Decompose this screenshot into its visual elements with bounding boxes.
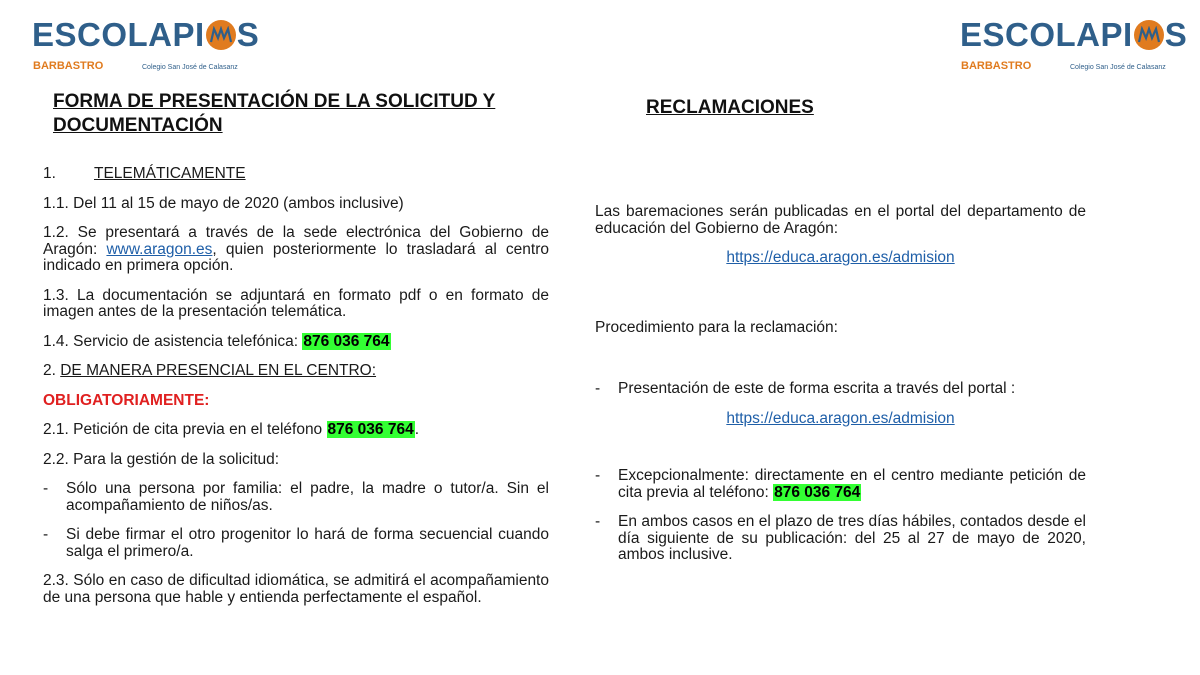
paragraph-1-3: 1.3. La documentación se adjuntará en formato pdf o en formato de imagen antes de la presentación telemática. [43, 286, 549, 320]
bullet-text: Si debe firmar el otro progenitor lo hará de forma secuencial cuando salga el primero/a. [66, 526, 549, 560]
admision-link-row [595, 250, 1086, 267]
phone-highlight: 876 036 764 [327, 421, 414, 438]
logo-word-before: ESCOLAPI [32, 16, 205, 53]
left-heading-line1: FORMA DE PRESENTACIÓN DE LA SOLICITUD Y [53, 91, 496, 112]
logo-word-after: S [236, 16, 260, 53]
phone-highlight: 876 036 764 [303, 332, 390, 350]
bullet-dash: - [595, 380, 601, 397]
school-logo-right [958, 14, 1188, 76]
paragraph-1-4 [43, 334, 549, 351]
paragraph-2-1-end: . [414, 421, 420, 438]
bullet-text: En ambos casos en el plazo de tres días hábiles, contados desde el día siguiente de su publicación: del 25 al 27 de mayo de 2020, ambos inclusive. [618, 513, 1086, 563]
section-2-title [43, 363, 549, 380]
list-item [595, 514, 1086, 564]
paragraph-2-1-text: 2.1. Petición de cita previa en el teléfono [43, 421, 327, 438]
left-column [43, 166, 549, 619]
phone-highlight: 876 036 764 [774, 483, 861, 501]
spacer [595, 280, 1086, 320]
logo-word-before: ESCOLAPI [960, 16, 1133, 53]
right-heading: RECLAMACIONES [646, 97, 814, 118]
admision-link[interactable]: https://educa.aragon.es/admision [726, 409, 955, 427]
paragraph-1-2-text-end: , quien posteriormente lo trasladará al centro indicado en primera opción. [43, 240, 549, 274]
paragraph-1-2-text: 1.2. Se presentará a través de la sede electrónica del Gobierno de Aragón: [43, 224, 549, 258]
paragraph-2-3: 2.3. Sólo en caso de dificultad idiomática, se admitirá el acompañamiento de una persona que hable y entienda perfectamente el español. [43, 572, 549, 606]
spacer [595, 440, 1086, 468]
section-1-number: 1. [43, 165, 56, 182]
bullet-text-part: Excepcionalmente: directamente en el centro mediante petición de cita previa al teléfono: [618, 467, 1086, 501]
section-1-label: TELEMÁTICAMENTE [94, 165, 246, 182]
paragraph-1-1: 1.1. Del 11 al 15 de mayo de 2020 (ambos inclusive) [43, 194, 404, 212]
logo-school: Colegio San José de Calasanz [142, 64, 238, 71]
left-heading-line2: DOCUMENTACIÓN [53, 115, 223, 136]
section-2-number: 2. [43, 362, 61, 379]
logo-city: BARBASTRO [961, 60, 1032, 72]
paragraph-1-2 [43, 225, 549, 275]
bullet-text: Presentación de este de forma escrita a través del portal : [618, 380, 1016, 397]
bullet-dash: - [595, 467, 601, 484]
obligatorio-label: OBLIGATORIAMENTE: [43, 391, 210, 409]
logo-city: BARBASTRO [33, 60, 104, 72]
bullet-dash: - [595, 513, 601, 530]
list-item [43, 481, 549, 514]
bullet-text [618, 468, 1086, 501]
intro-paragraph: Las baremaciones serán publicadas en el portal del departamento de educación del Gobierno de Aragón: [595, 203, 1086, 237]
spacer [595, 349, 1086, 381]
paragraph-2-2: 2.2. Para la gestión de la solicitud: [43, 450, 280, 468]
logo-wordmark [32, 16, 259, 54]
section-1-title [43, 166, 549, 183]
admision-link[interactable]: https://educa.aragon.es/admision [726, 249, 955, 266]
bullet-text: Sólo una persona por familia: el padre, la madre o tutor/a. Sin el acompañamiento de niños/as. [66, 480, 549, 514]
list-item [595, 468, 1086, 501]
admision-link-row-2 [595, 411, 1086, 428]
list-item [43, 527, 549, 560]
bullet-dash: - [43, 526, 49, 543]
left-heading [53, 90, 573, 138]
paragraph-1-4-text: 1.4. Servicio de asistencia telefónica: [43, 332, 303, 350]
escolapios-emblem-icon [206, 20, 236, 50]
section-2-label: DE MANERA PRESENCIAL EN EL CENTRO: [60, 362, 377, 379]
procedure-label: Procedimiento para la reclamación: [595, 318, 838, 336]
right-column [595, 204, 1086, 577]
logo-school: Colegio San José de Calasanz [1070, 64, 1166, 71]
paragraph-2-1 [43, 422, 549, 439]
bullet-dash: - [43, 480, 49, 497]
logo-wordmark [960, 16, 1187, 54]
logo-word-after: S [1164, 16, 1188, 53]
aragon-link[interactable]: www.aragon.es [106, 240, 213, 258]
school-logo-left [30, 14, 260, 76]
escolapios-emblem-icon [1134, 20, 1164, 50]
list-item [595, 381, 1086, 398]
